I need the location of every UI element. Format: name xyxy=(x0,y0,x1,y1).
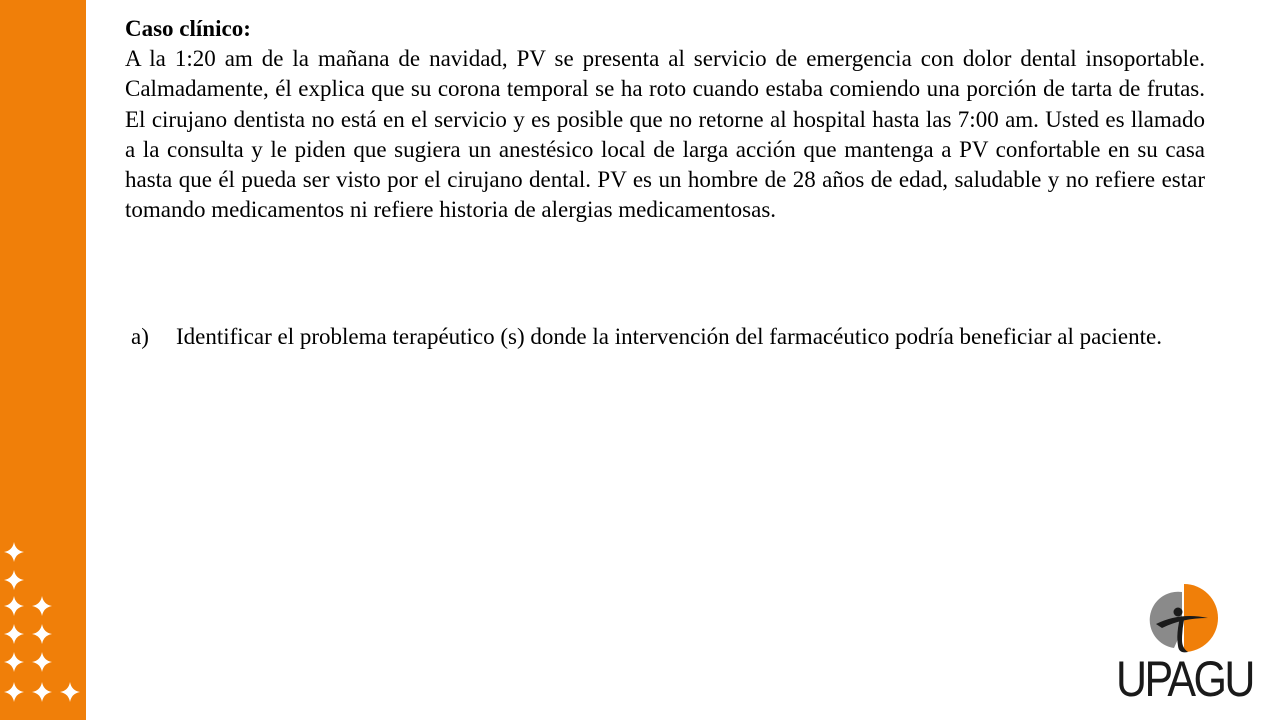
four-point-star-icon xyxy=(4,542,24,562)
four-point-star-icon xyxy=(32,682,52,702)
case-section xyxy=(125,14,1205,226)
four-point-star-icon xyxy=(32,624,52,644)
upagu-logo-text: UPAGU xyxy=(1116,651,1253,707)
question-text: Identificar el problema terapéutico (s) donde la intervención del farmacéutico podría beneficiar al paciente. xyxy=(176,324,1162,349)
four-point-star-icon xyxy=(4,570,24,590)
four-point-star-icon xyxy=(32,596,52,616)
case-description: A la 1:20 am de la mañana de navidad, PV se presenta al servicio de emergencia con dolor dental insoportable. Calmadamente, él explica que su corona temporal se ha roto cuando estaba comiendo una porción de tarta de frutas. El cirujano dentista no está en el servicio y es posible que no retorne al hospital hasta las 7:00 am. Usted es llamado a la consulta y le piden que sugiera un anestésico local de larga acción que mantenga a PV confortable en su casa hasta que él pueda ser visto por el cirujano dental. PV es un hombre de 28 años de edad, saludable y no refiere estar tomando medicamentos ni refiere historia de alergias medicamentosas. xyxy=(125,46,1205,223)
four-point-star-icon xyxy=(4,652,24,672)
four-point-star-icon xyxy=(4,682,24,702)
case-heading: Caso clínico: xyxy=(125,16,251,41)
four-point-star-icon xyxy=(4,624,24,644)
four-point-star-icon xyxy=(4,596,24,616)
star-decoration xyxy=(0,0,86,720)
four-point-star-icon xyxy=(60,682,80,702)
question-marker: a) xyxy=(131,324,149,349)
four-point-star-icon xyxy=(32,652,52,672)
question-item xyxy=(131,322,1205,352)
